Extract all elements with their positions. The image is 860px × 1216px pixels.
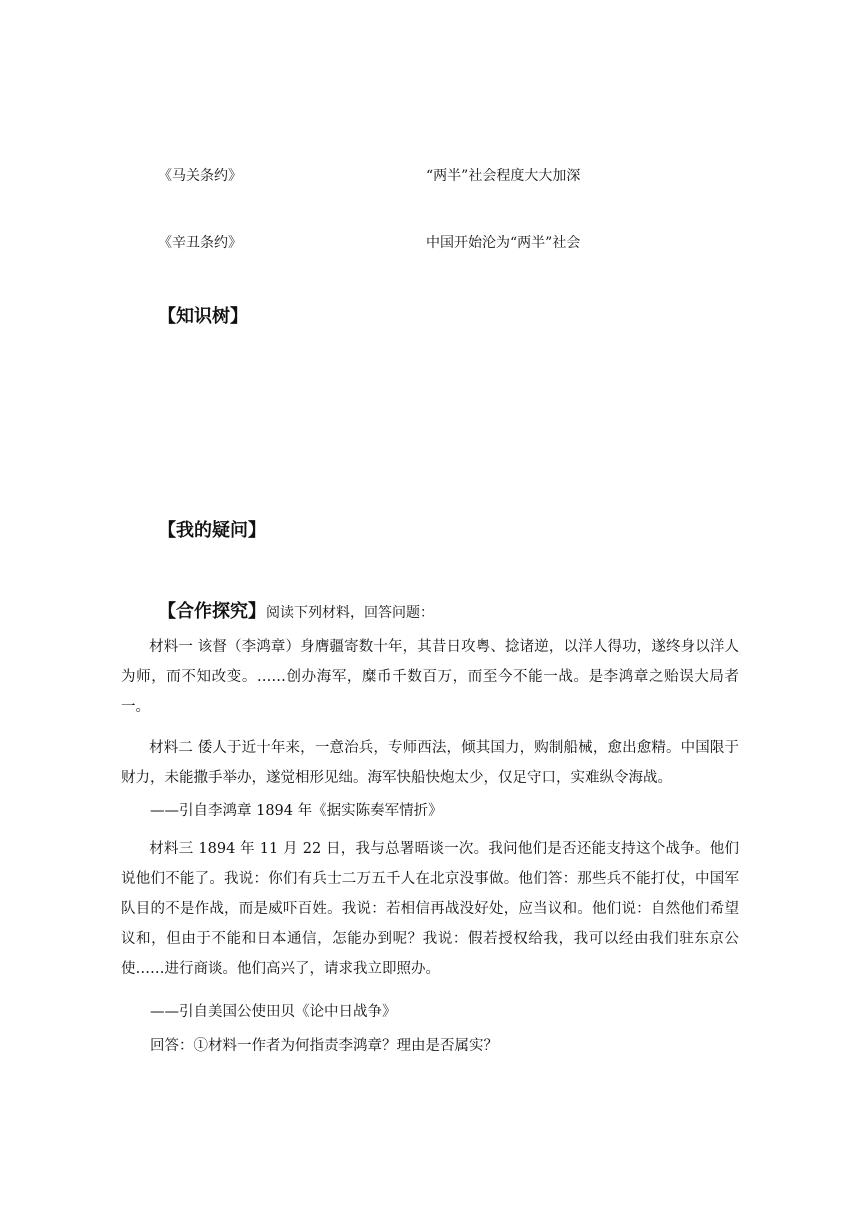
material-two-text: 材料二 倭人于近十年来，一意治兵，专师西法，倾其国力，购制船械，愈出愈精。中国限于财力，未能撒手举办，遂觉相形见绌。海军快船快炮太少，仅足守口，实难纵令海战。 <box>121 740 739 786</box>
heading-my-question: 【我的疑问】 <box>158 520 266 541</box>
material-one <box>121 632 739 722</box>
material-three <box>121 834 739 984</box>
heading-knowledge-tree: 【知识树】 <box>158 306 248 327</box>
question-one: 回答：①材料一作者为何指责李鸿章？理由是否属实？ <box>150 1038 498 1054</box>
heading-cooperation <box>158 597 434 623</box>
material-two <box>121 733 739 793</box>
cooperation-title: 【合作探究】 <box>158 601 266 622</box>
treaty-name: 《马关条约》 <box>158 168 242 184</box>
material-two-source: ——引自李鸿章 1894 年《据实陈奏军情折》 <box>150 803 443 819</box>
material-one-text: 材料一 该督（李鸿章）身膺疆寄数十年，其昔日攻粤、捻诸逆，以洋人得功，遂终身以洋人为师，而不知改变。……创办海军，糜币千数百万，而至今不能一战。是李鸿章之贻误大局者一。 <box>121 639 739 715</box>
treaty-name: 《辛丑条约》 <box>158 235 242 251</box>
treaty-effect: 中国开始沦为“两半”社会 <box>426 235 581 251</box>
cooperation-intro: 阅读下列材料，回答问题： <box>266 605 434 621</box>
material-three-text: 材料三 1894 年 11 月 22 日，我与总署晤谈一次。我问他们是否还能支持这个战争。他们说他们不能了。我说：你们有兵士二万五千人在北京没事做。他们答：那些兵不能打仗，中国军队目的不是作战，而是威吓百姓。我说：若相信再战没好处，应当议和。他们说：自然他们希望议和，但由于不能和日本通信，怎能办到呢？我说：假若授权给我，我可以经由我们驻东京公使……进行商谈。他们高兴了，请求我立即照办。 <box>121 841 739 977</box>
treaty-effect: “两半”社会程度大大加深 <box>426 168 581 184</box>
material-three-source: ——引自美国公使田贝《论中日战争》 <box>150 1004 397 1020</box>
